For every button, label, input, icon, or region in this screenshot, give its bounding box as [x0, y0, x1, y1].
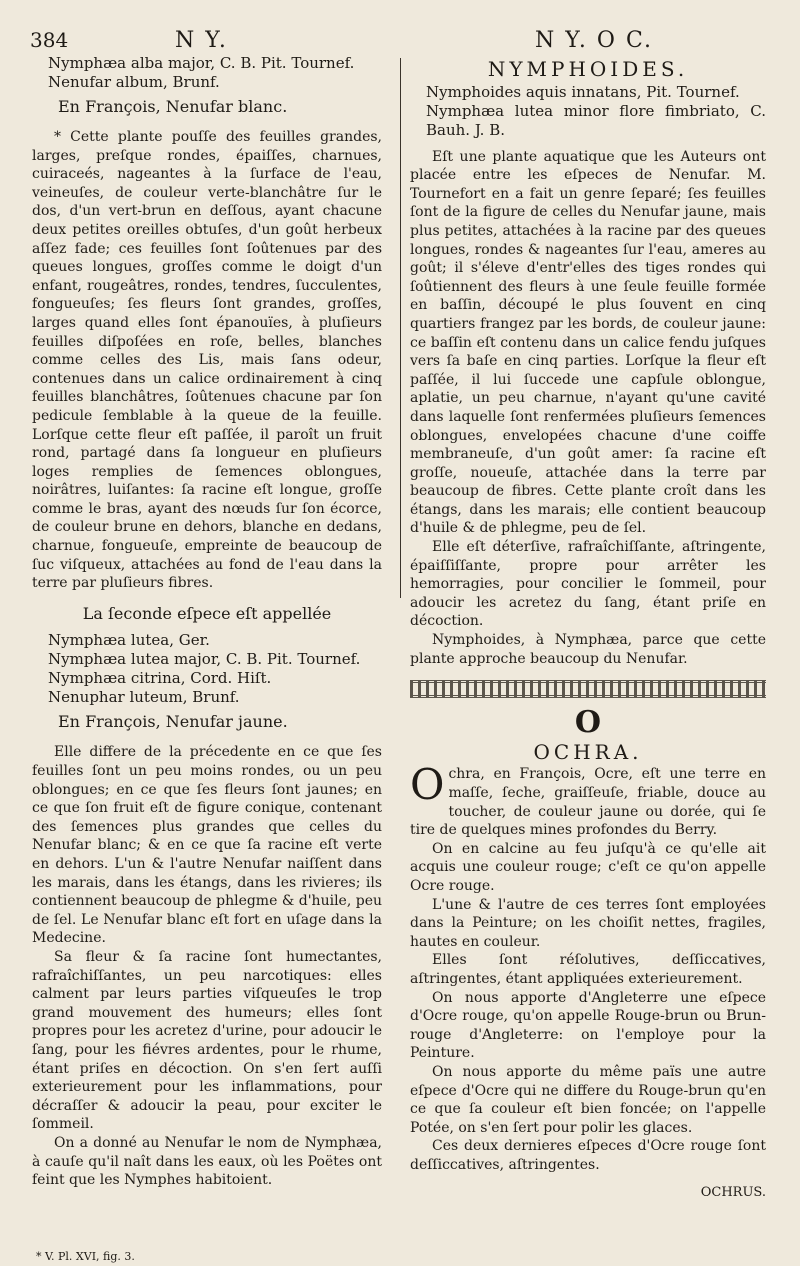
subheading: La ſeconde eſpece eſt appellée [82, 603, 332, 623]
body-paragraph: Eſt une plante aquatique que les Auteurs ont placée entre les eſpeces de Nenufar. M. Tournefort en a fait un genre ſeparé; ſes feuilles ſont de la figure de celles du Nenufar jaune, mais plus petites, attachées à la racine par des queues longues, rondes & nageantes ſur l'eau, ameres au goût; il s'éleve d'entr'elles des tiges rondes qui ſoûtiennent des fleurs à une ſeule feuille formée en baſſin, découpé le plus ſouvent en cinq quartiers frangez par les bords, de couleur jaune: ce baſſin eſt contenu dans un calice fendu juſques vers ſa baſe en cinq parties. Lorſque la fleur eſt paſſée, il lui ſuccede une capſule oblongue, aplatie, un peu charnue, n'ayant qu'une cavité dans laquelle ſont renfermées pluſieurs ſemences oblongues, envelopées chacune d'une coiffe membraneuſe, d'un goût amer: ſa racine eſt groſſe, noueuſe, attachée dans la terre par beaucoup de fibres. Cette plante croît dans les étangs, dans les marais; elle contient beaucoup d'huile & de phlegme, peu de ſel. [410, 148, 766, 537]
french-name: En François, Nenufar blanc. [58, 97, 288, 116]
ornamental-band [410, 680, 766, 698]
body-paragraph: * Cette plante pouſſe des feuilles grandes, larges, preſque rondes, épaiſſes, charnues, cuiraceés, nageantes à la ſurface de l'eau, veineuſes, de couleur verte-blanchâtre ſur le dos, d'un vert-brun en deſſous, ayant chacune deux petites oreilles obtuſes, d'un goût herbeux aſſez fade; ces feuilles ſont ſoûtenues par des queues longues, groſſes comme le doigt d'un enfant, rougeâtres, rondes, tendres, ſucculentes, fongueuſes; ſes fleurs ſont grandes, groſſes, larges quand elles ſont épanouïes, à pluſieurs feuilles diſpoſées en roſe, belles, blanches comme celles des Lis, mais ſans odeur, contenues dans un calice ordinairement à cinq feuilles blanchâtres, ſoûtenues chacune par ſon pedicule ſemblable à la queue de la feuille. Lorſque cette fleur eſt paſſée, il paroît un fruit rond, partagé dans ſa longueur en pluſieurs loges remplies de ſemences oblongues, noirâtres, luiſantes: ſa racine eſt longue, groſſe comme le bras, ayant des nœuds ſur ſon écorce, de couleur brune en dehors, blanche en dedans, charnue, fongueuſe, empreinte de beaucoup de ſuc viſqueux, attachées au fond de l'eau dans la terre par pluſieurs fibres. [32, 129, 382, 592]
page-number: 384 [30, 28, 69, 52]
body-paragraph: Elles ſont réſolutives, deſſiccatives, aſtringentes, étant appliquées exterieurement. [410, 952, 766, 987]
footnote: * V. Pl. XVI, fig. 3. [36, 1249, 135, 1263]
body-paragraph: On nous apporte du même païs une autre eſpece d'Ocre qui ne differe du Rouge-brun qu'en ce que ſa couleur eſt bien foncée; on l'appelle Potée, on s'en ſert pour polir les glaces. [410, 1063, 766, 1136]
drop-cap: O [410, 760, 445, 810]
section-letter: O [574, 705, 602, 741]
body-paragraph: Sa fleur & ſa racine ſont humectantes, rafraîchiſſantes, un peu narcotiques: elles calment par leurs parties viſqueuſes le trop grand mouvement des humeurs; elles ſont propres pour les acretez d'urine, pour adoucir le ſang, pour les fiévres ardentes, pour le rhume, étant priſes en décoction. On s'en ſert auſſi exterieurement pour les inflammations, pour décraſſer & adoucir la peau, pour exciter le ſommeil. [32, 948, 382, 1133]
entry-title: OCHRA. [533, 739, 643, 764]
left-running-head: N Y. [175, 28, 228, 53]
body-paragraph: Elle differe de la précedente en ce que ſes feuilles ſont un peu moins rondes, ou un peu oblongues; en ce que ſes fleurs ſont jaunes; en ce que ſon fruit eſt de figure conique, contenant des ſemences plus grandes que celles du Nenufar blanc; & en ce que ſa racine eſt verte en dehors. L'un & l'autre Nenufar naiſſent dans les marais, dans les étangs, dans les rivieres; ils contiennent beaucoup de phlegme & d'huile, peu de ſel. Le Nenufar blanc eſt fort en uſage dans la Medecine. [32, 744, 382, 947]
synonym-line: Nymphæa lutea, Ger. [48, 631, 210, 650]
body-paragraph: Elle eſt déterſive, rafraîchiſſante, aſtringente, épaiſſiſſante, propre pour arrêter les hemorragies, pour concilier le ſommeil, pour adoucir les acretez du ſang, étant priſe en décoction. [410, 539, 766, 630]
synonym-line: Nymphæa lutea major, C. B. Pit. Tournef. [48, 650, 361, 669]
left-column [32, 54, 382, 1266]
catchword: OCHRUS. [700, 1185, 766, 1201]
column-divider [400, 58, 401, 598]
body-paragraph [410, 760, 766, 839]
synonym-line: Nenuphar luteum, Brunf. [48, 688, 240, 707]
body-paragraph: Ces deux dernieres eſpeces d'Ocre rouge ſont deſſiccatives, aſtringentes. [410, 1138, 766, 1173]
body-paragraph: On en calcine au feu juſqu'à ce qu'elle ait acquis une couleur rouge; c'eſt ce qu'on appelle Ocre rouge. [410, 840, 766, 894]
right-running-head: N Y. O C. [535, 28, 653, 53]
entry-title: NYMPHOIDES. [487, 57, 689, 81]
synonym-line: Nymphæa citrina, Cord. Hiſt. [48, 669, 272, 688]
synonym-line: Nymphæa alba major, C. B. Pit. Tournef. [48, 54, 355, 72]
synonym-line: Nymphæa lutea minor flore fimbriato, C. Bauh. J. B. [426, 101, 766, 139]
synonym-line: Nymphoides aquis innatans, Pit. Tournef. [426, 82, 740, 101]
body-paragraph: L'une & l'autre de ces terres ſont employées dans la Peinture; on les choiſit nettes, fragiles, hautes en couleur. [410, 896, 766, 950]
body-text: chra, en François, Ocre, eſt une terre en maſſe, ſeche, graiſſeuſe, friable, douce au toucher, de couleur jaune ou dorée, qui ſe tire de quelques mines profondes du Berry. [410, 766, 766, 839]
body-paragraph: On nous apporte d'Angleterre une eſpece d'Ocre rouge, qu'on appelle Rouge-brun ou Brun-rouge d'Angleterre: on l'employe pour la Peinture. [410, 989, 766, 1062]
body-paragraph: On a donné au Nenufar le nom de Nymphæa, à cauſe qu'il naît dans les eaux, où les Poëtes ont feint que les Nymphes habitoient. [32, 1134, 382, 1189]
synonym-line: Nenufar album, Brunf. [48, 73, 220, 91]
body-paragraph: Nymphoides, à Nymphæa, parce que cette plante approche beaucoup du Nenufar. [410, 632, 766, 667]
right-column [410, 54, 766, 1203]
french-name: En François, Nenufar jaune. [58, 712, 288, 732]
